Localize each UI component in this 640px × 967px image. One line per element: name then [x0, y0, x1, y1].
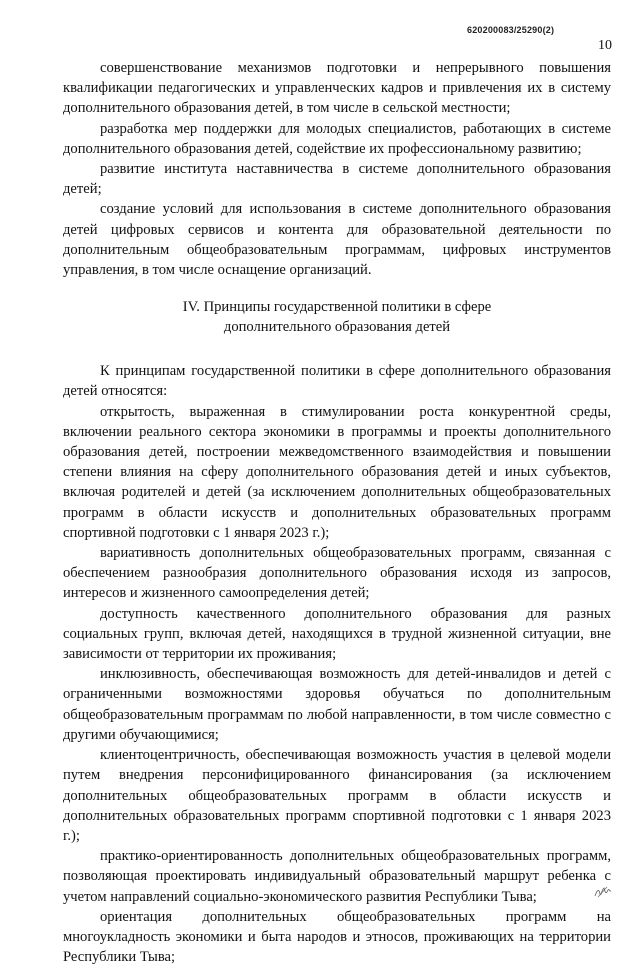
paragraph-inclusivity: инклюзивность, обеспечивающая возможность для детей-инвалидов и детей с ограниченными возможностями здоровья обучаться по дополнительным общеобразовательным программам по любой направленности, в том числе совместно с другими обучающимися; [63, 666, 611, 743]
paragraph-principles-lead: К принципам государственной политики в сфере дополнительного образования детей относятся: [63, 363, 611, 400]
paragraph-economic-orientation: ориентация дополнительных общеобразовательных программ на многоукладность экономики и быта народов и этносов, проживающих на территории Республики Тыва; [63, 908, 611, 966]
document-code: 620200083/25290(2) [467, 25, 555, 35]
paragraph-qualification: совершенствование механизмов подготовки и непрерывного повышения квалификации педагогических и управленческих кадров и привлечения их в систему дополнительного образования детей, в том числе в сельской местности; [63, 60, 611, 117]
paragraph-young-specialists: разработка мер поддержки для молодых специалистов, работающих в системе дополнительного образования детей, содействие их профессиональному развитию; [63, 120, 611, 157]
paragraph-digital-services: создание условий для использования в системе дополнительного образования детей цифровых сервисов и контента для образовательной деятельности по дополнительным общеобразовательным программам, цифровых инструментов управления, в том числе оснащение организаций. [63, 201, 611, 279]
section-title [63, 297, 611, 337]
paragraph-mentorship: развитие института наставничества в системе дополнительного образования детей; [63, 161, 611, 198]
signature-icon [594, 886, 612, 898]
paragraph-practice-orientation: практико-ориентированность дополнительных общеобразовательных программ, позволяющая проектировать индивидуальный образовательный маршрут ребенка с учетом направлений социально-экономического развития Республики Тыва; [63, 848, 611, 905]
paragraph-accessibility: доступность качественного дополнительного образования для разных социальных групп, включая детей, находящихся в трудной жизненной ситуации, вне зависимости от территории их проживания; [63, 605, 611, 663]
section-title-line-1: IV. Принципы государственной политики в сфере [182, 299, 492, 316]
paragraph-openness: открытость, выраженная в стимулировании роста конкурентной среды, включении реального сектора экономики в программы и проекты дополнительного образования детей, построении межведомственного взаимодействия и повышении степени влияния на сферу дополнительного образования детей и иных субъектов, включая родителей и детей (за исключением дополнительных общеобразовательных программ в области искусств и дополнительных образовательных программ спортивной подготовки с 1 января 2023 г.); [63, 403, 611, 541]
section-title-line-2: дополнительного образования детей [223, 319, 451, 336]
paragraph-variability: вариативность дополнительных общеобразовательных программ, связанная с обеспечением разнообразия дополнительного образования исходя из запросов, интересов и жизненного самоопределения детей; [63, 545, 611, 602]
page-number: 10 [598, 38, 612, 53]
paragraph-client-centricity: клиентоцентричность, обеспечивающая возможность участия в целевой модели путем внедрения персонифицированного финансирования (за исключением дополнительных общеобразовательных программ в области искусств и дополнительных образовательных программ спортивной подготовки с 1 января 2023 г.); [63, 747, 611, 844]
document-body [63, 58, 611, 967]
